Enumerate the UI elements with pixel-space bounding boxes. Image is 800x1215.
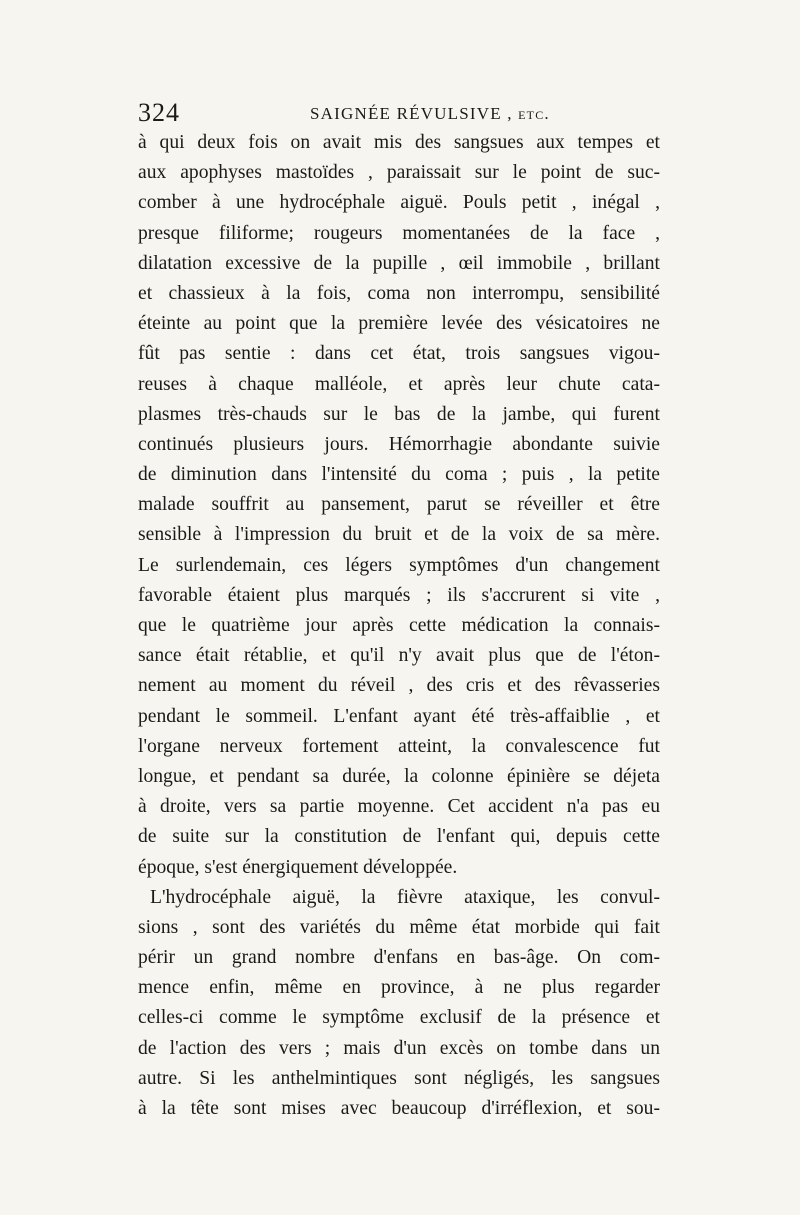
text-line: nement au moment du réveil , des cris et des rêvasseries — [138, 675, 660, 697]
text-line: plasmes très-chauds sur le bas de la jambe, qui furent — [138, 403, 660, 425]
text-line: sance était rétablie, et qu'il n'y avait plus que de l'éton- — [138, 645, 660, 667]
running-head: SAIGNÉE RÉVULSIVE , etc. — [310, 104, 550, 123]
text-line: à la tête sont mises avec beaucoup d'irréflexion, et sou- — [138, 1098, 660, 1119]
text-line: longue, et pendant sa durée, la colonne épinière se déjeta — [138, 765, 660, 787]
text-line: à qui deux fois on avait mis des sangsues aux tempes et — [138, 132, 660, 153]
text-line: mence enfin, même en province, à ne plus regarder — [138, 977, 660, 999]
text-line: celles-ci comme le symptôme exclusif de la présence et — [138, 1007, 660, 1029]
text-line: aux apophyses mastoïdes , paraissait sur le point de suc- — [138, 162, 660, 184]
text-line-paragraph-start: L'hydrocéphale aiguë, la fièvre ataxique, les convul- — [150, 886, 660, 908]
text-line: dilatation excessive de la pupille , œil immobile , brillant — [138, 252, 660, 274]
page-header — [138, 96, 658, 130]
text-line: sions , sont des variétés du même état morbide qui fait — [138, 916, 660, 938]
text-line: de l'action des vers ; mais d'un excès on tombe dans un — [138, 1037, 660, 1059]
text-line: éteinte au point que la première levée des vésicatoires ne — [138, 313, 660, 335]
text-line: sensible à l'impression du bruit et de la voix de sa mère. — [138, 524, 660, 546]
text-line: que le quatrième jour après cette médication la connais- — [138, 615, 660, 636]
text-line: l'organe nerveux fortement atteint, la convalescence fut — [138, 735, 660, 757]
text-line-paragraph-end: époque, s'est énergiquement développée. — [138, 856, 458, 878]
text-line: autre. Si les anthelmintiques sont négligés, les sangsues — [138, 1067, 660, 1089]
text-line: presque filiforme; rougeurs momentanées de la face , — [138, 222, 660, 244]
page-number: 324 — [138, 98, 180, 127]
text-line: de suite sur la constitution de l'enfant qui, depuis cette — [138, 826, 660, 848]
text-line: reuses à chaque malléole, et après leur chute cata- — [138, 373, 660, 395]
text-line: comber à une hydrocéphale aiguë. Pouls petit , inégal , — [138, 192, 660, 214]
body-text — [138, 128, 660, 1124]
text-line: favorable étaient plus marqués ; ils s'accrurent si vite , — [138, 584, 660, 606]
text-line: Le surlendemain, ces légers symptômes d'un changement — [138, 554, 660, 576]
text-line: continués plusieurs jours. Hémorrhagie abondante suivie — [138, 433, 660, 455]
text-line: pendant le sommeil. L'enfant ayant été très-affaiblie , et — [138, 705, 660, 727]
text-line: de diminution dans l'intensité du coma ; puis , la petite — [138, 464, 660, 486]
text-line: fût pas sentie : dans cet état, trois sangsues vigou- — [138, 343, 660, 365]
text-line: et chassieux à la fois, coma non interrompu, sensibilité — [138, 282, 660, 304]
text-line: à droite, vers sa partie moyenne. Cet accident n'a pas eu — [138, 796, 660, 818]
text-line: malade souffrit au pansement, parut se réveiller et être — [138, 494, 660, 516]
text-line: périr un grand nombre d'enfans en bas-âge. On com- — [138, 947, 660, 969]
